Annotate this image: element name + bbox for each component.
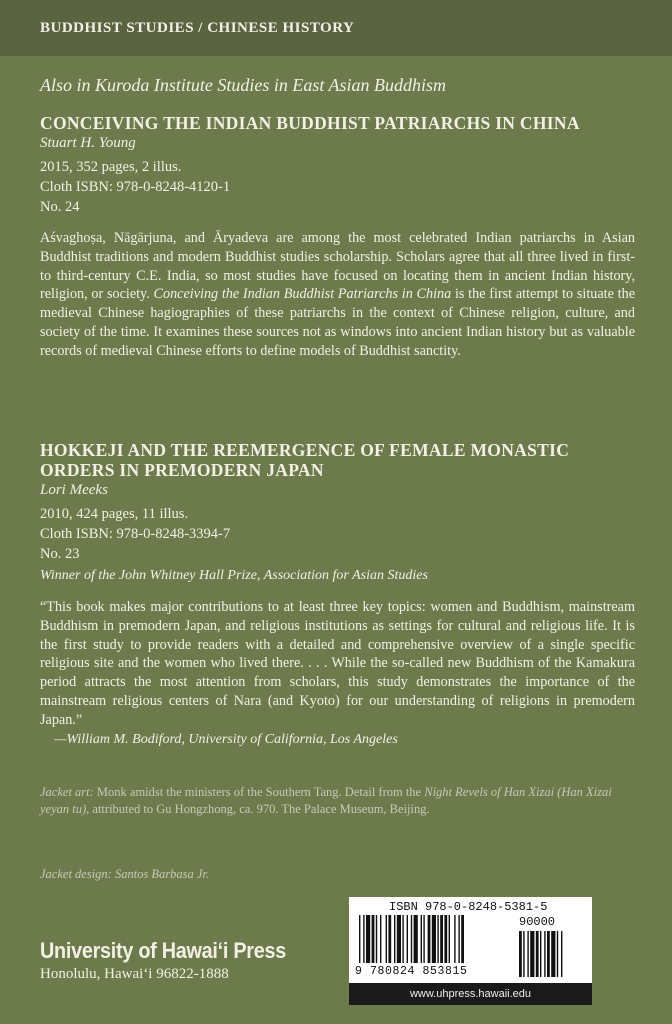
jacket-art-text: Monk amidst the ministers of the Southern Tang. Detail from the xyxy=(96,785,422,799)
jacket-art-credit xyxy=(40,784,615,818)
barcode-bar xyxy=(402,915,403,963)
description-text: Aśvaghoṣa, Nāgārjuna, and Āryadeva are among the most celebrated Indian patriarchs in Asian Buddhist traditions and modern Buddhist studies scholarship. Scholars agree that all three lived in first- to third-century C.E. India, so most studies have focused on locating them in ancient Indian history, religion, or society. xyxy=(40,230,635,303)
barcode-digits: 9 780824 853815 xyxy=(355,965,468,978)
barcode-bar xyxy=(376,915,377,963)
book-number: No. 23 xyxy=(40,546,80,562)
publisher-url: www.uhpress.hawaii.edu xyxy=(349,983,592,1005)
barcode-addon-bar xyxy=(530,931,534,977)
book-meta xyxy=(40,504,635,564)
barcode-addon-bar xyxy=(551,931,555,977)
review-quote: “This book makes major contributions to at least three key topics: women and Buddhism, mainstream Buddhism in premodern Japan, and religious institutions as settings for cultural and religious life. It is the first study to provide readers with a detailed and comprehensive overview of a single specific religious site and the women who lived there. . . . While the so-called new Buddhism of the Kamakura period attracts the most attention from scholars, this study demonstrates the importance of the mainstream religious centers of Nara (and Kyoto) for our understanding of religions in premodern Japan.” xyxy=(40,599,635,728)
series-heading: Also in Kuroda Institute Studies in East Asian Buddhism xyxy=(40,75,447,95)
barcode-bar xyxy=(458,915,459,963)
barcode-bar xyxy=(407,915,408,963)
jacket-design-name: Santos Barbasa Jr. xyxy=(114,867,210,881)
book-author: Lori Meeks xyxy=(40,482,108,498)
barcode-bar xyxy=(380,915,381,963)
barcode-bar xyxy=(372,915,375,963)
barcode-bar xyxy=(363,915,364,963)
category-label: BUDDHIST STUDIES / CHINESE HISTORY xyxy=(40,20,355,36)
barcode-addon-bar xyxy=(527,931,528,977)
book-title: CONCEIVING THE INDIAN BUDDHIST PATRIARCHS IN CHINA xyxy=(40,113,580,133)
barcode-bar xyxy=(397,915,401,963)
barcode-bar xyxy=(366,915,370,963)
barcode-addon-bar xyxy=(561,931,562,977)
barcode-price-code: 90000 xyxy=(519,915,556,929)
barcode-bar xyxy=(421,915,422,963)
book-isbn: Cloth ISBN: 978-0-8248-3394-7 xyxy=(40,526,231,542)
book-details: 2010, 424 pages, 11 illus. xyxy=(40,506,189,522)
barcode-bar xyxy=(411,915,412,963)
barcode-bar xyxy=(386,915,387,963)
barcode-addon-bar xyxy=(557,931,558,977)
jacket-art-text: attributed to Gu Hongzhong, ca. 970. The Palace Museum, Beijing. xyxy=(92,802,430,816)
book-entry-1 xyxy=(40,113,635,361)
description-book-title: Conceiving the Indian Buddhist Patriarchs in China xyxy=(153,286,452,303)
jacket-design-label: Jacket design: xyxy=(40,867,112,881)
description-text: is the first attempt to situate the medieval Chinese hagiographies of these patriarchs in the context of Chinese religion, culture, and society of the time. It examines these sources not as windows into ancient Indian history but as valuable records of medieval Chinese efforts to define models of Buddhist sanctity. xyxy=(40,286,635,359)
barcode-bar xyxy=(428,915,431,963)
barcode-addon-bar xyxy=(536,931,539,977)
book-author: Stuart H. Young xyxy=(40,135,136,151)
barcode-bar xyxy=(440,915,443,963)
award-note: Winner of the John Whitney Hall Prize, Association for Asian Studies xyxy=(40,568,428,583)
jacket-art-title: Night Revels of Han Xizai (Han Xizai yeyan tu), xyxy=(40,785,612,816)
barcode-bar xyxy=(449,915,450,963)
book-entry-2 xyxy=(40,440,635,750)
barcode-bar xyxy=(437,915,438,963)
jacket-art-label: Jacket art: xyxy=(40,785,94,799)
jacket-design-credit xyxy=(40,866,615,883)
barcode-box xyxy=(349,897,592,983)
book-description xyxy=(40,229,635,361)
barcode-bar xyxy=(359,915,360,963)
book-details: 2015, 352 pages, 2 illus. xyxy=(40,159,182,175)
barcode-bar xyxy=(394,915,395,963)
barcode-bar xyxy=(388,915,391,963)
barcode-isbn-label: ISBN 978-0-8248-5381-5 xyxy=(389,900,548,914)
barcode-bar xyxy=(414,915,418,963)
barcode-addon-bar xyxy=(519,931,522,977)
barcode-bar xyxy=(444,915,447,963)
book-isbn: Cloth ISBN: 978-0-8248-4120-1 xyxy=(40,179,231,195)
barcode-addon-bar xyxy=(523,931,524,977)
barcode-bar xyxy=(432,915,436,963)
barcode-addon-bar xyxy=(544,931,545,977)
book-number: No. 24 xyxy=(40,199,80,215)
barcode-addon-bar xyxy=(540,931,541,977)
barcode-bar xyxy=(461,915,464,963)
publisher-logo: University of Hawai‘i Press xyxy=(40,938,286,963)
book-meta xyxy=(40,157,635,217)
barcode-addon-bar xyxy=(547,931,550,977)
book-title: HOKKEJI AND THE REEMERGENCE OF FEMALE MONASTIC ORDERS IN PREMODERN JAPAN xyxy=(40,440,570,480)
category-bar xyxy=(0,0,672,56)
quote-attribution: —William M. Bodiford, University of California, Los Angeles xyxy=(54,731,398,747)
barcode-bar xyxy=(454,915,455,963)
barcode-bar xyxy=(423,915,424,963)
publisher-address: Honolulu, Hawai‘i 96822-1888 xyxy=(40,966,229,982)
